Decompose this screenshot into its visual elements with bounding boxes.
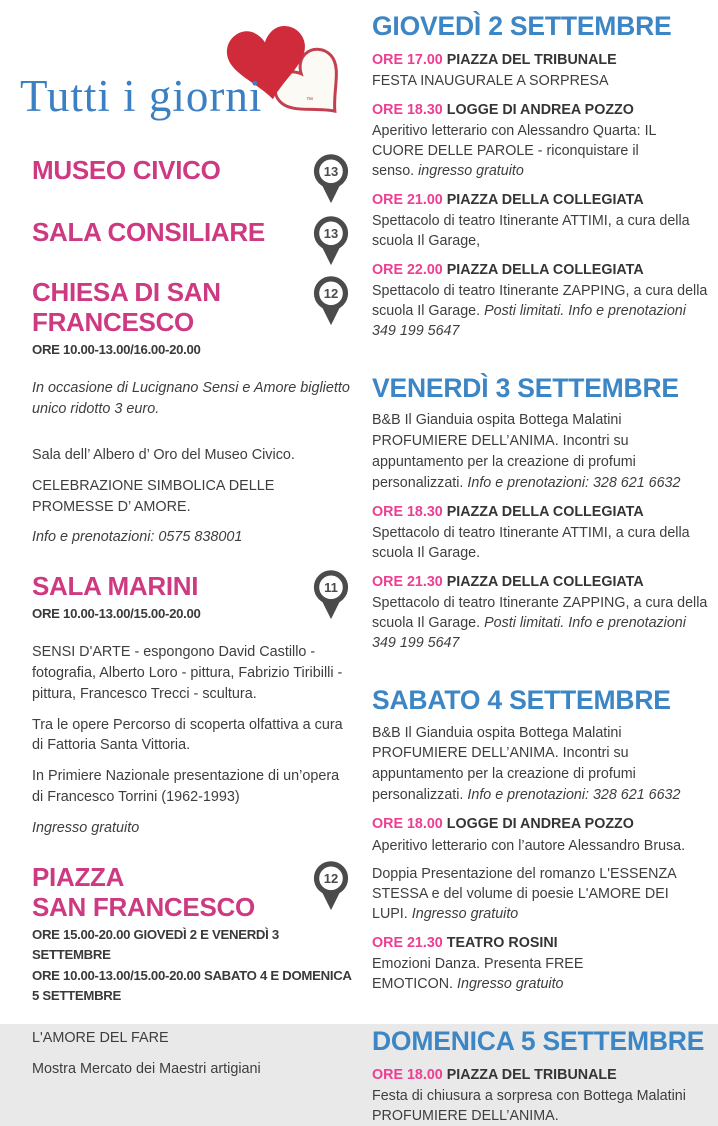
celebration-title: CELEBRAZIONE SIMBOLICA DELLE PROMESSE D’ AMORE. (32, 477, 275, 515)
day-title: DOMENICA 5 SETTEMBRE (372, 1025, 705, 1056)
event-text: Spettacolo di teatro Itinerante ATTIMI, a cura della scuola Il Garage, (372, 213, 690, 250)
event-time: ORE 18.00 (372, 816, 443, 833)
trademark-mark: ™ (306, 97, 313, 104)
sala-marini-heading (32, 572, 201, 624)
map-pin-icon (310, 153, 352, 205)
event-head (372, 572, 708, 592)
event (372, 1065, 708, 1126)
venue-name: SALA MARINI (32, 571, 199, 602)
event-time: ORE 18.30 (372, 102, 443, 119)
event-desc (372, 211, 708, 251)
venue-name-line2: SAN FRANCESCO (32, 891, 255, 922)
event-text: Aperitivo letterario con l’autore Alessandro Brusa. (372, 837, 686, 854)
venue-name: MUSEO CIVICO (32, 155, 221, 185)
venue-row-piazza-san-francesco (32, 863, 352, 923)
event-text: Aperitivo letterario con Alessandro Quarta: IL CUORE DELLE PAROLE - riconquistare il senso. (372, 123, 656, 180)
right-column (372, 12, 708, 1126)
venue-name: SALA CONSILIARE (32, 217, 265, 247)
event-time: ORE 18.30 (372, 504, 443, 521)
day-section-giovedi (372, 12, 708, 341)
day-intro (372, 410, 708, 493)
mostra-mercato-desc: Mostra Mercato dei Maestri artigiani (32, 1060, 261, 1077)
free-entry-note: Ingresso gratuito (32, 820, 140, 837)
event-text: Spettacolo di teatro Itinerante ZAPPING, a cura della scuola Il Garage. (372, 595, 708, 632)
map-pin-icon (310, 569, 352, 621)
event-venue: PIAZZA DELLA COLLEGIATA (446, 574, 644, 591)
venue-name: CHIESA DI SAN FRANCESCO (32, 277, 221, 337)
event-head (372, 100, 708, 120)
event-venue: PIAZZA DEL TRIBUNALE (446, 1066, 617, 1083)
event-venue: TEATRO ROSINI (446, 934, 558, 951)
event-desc (372, 954, 708, 994)
map-pin-icon (310, 275, 352, 327)
opening-hours-line2: ORE 10.00-13.00/15.00-20.00 SABATO 4 E DOMENICA 5 SETTEMBRE (32, 968, 352, 1004)
event-head (372, 814, 708, 834)
pin-number: 12 (323, 286, 339, 302)
event-desc (372, 281, 708, 341)
event-venue: LOGGE DI ANDREA POZZO (446, 816, 634, 833)
opening-hours-line1: ORE 15.00-20.00 GIOVEDÌ 2 E VENERDÌ 3 SETTEMBRE (32, 926, 279, 962)
event-italic: Ingresso gratuito (457, 975, 564, 992)
event-italic: Posti limitati. Info e prenotazioni 349 199 5647 (372, 303, 686, 340)
pin-number: 12 (323, 871, 339, 887)
event-head (372, 1065, 708, 1085)
celebration-info: Info e prenotazioni: 0575 838001 (32, 529, 243, 546)
map-pin-icon (310, 860, 352, 912)
event-venue: PIAZZA DELLA COLLEGIATA (446, 504, 644, 521)
event-time: ORE 18.00 (372, 1066, 443, 1083)
map-pin-icon (310, 215, 352, 267)
event-venue: PIAZZA DELLA COLLEGIATA (446, 262, 644, 279)
primiere-paragraph: In Primiere Nazionale presentazione di un’opera di Francesco Torrini (1962-1993) (32, 768, 340, 806)
event-italic: Ingresso gratuito (411, 905, 519, 922)
event (372, 814, 708, 923)
event-text: Festa di chiusura a sorpresa con Bottega Malatini PROFUMIERE DELL’ANIMA. (372, 1087, 686, 1124)
event-desc-2 (372, 864, 708, 924)
event (372, 260, 708, 341)
event-desc (372, 593, 708, 653)
pin-number: 13 (323, 164, 339, 180)
event-desc (372, 523, 708, 563)
venue-row-museo-civico (32, 156, 352, 205)
event-text: FESTA INAUGURALE A SORPRESA (372, 73, 609, 90)
event-desc (372, 1086, 708, 1126)
day-section-venerdi (372, 374, 708, 653)
event (372, 190, 708, 251)
event (372, 100, 708, 181)
event-time: ORE 17.00 (372, 52, 443, 69)
event-time: ORE 21.30 (372, 934, 443, 951)
event-venue: PIAZZA DEL TRIBUNALE (446, 52, 617, 69)
intro-text: B&B Il Gianduia ospita Bottega Malatini PROFUMIERE DELL’ANIMA. Incontri su appuntamento per la creazione di profumi personalizzati. (372, 724, 636, 803)
event-head (372, 260, 708, 280)
day-title: VENERDÌ 3 SETTEMBRE (372, 373, 679, 404)
opening-hours: ORE 10.00-13.00/16.00-20.00 (32, 341, 201, 357)
brand-title: Tutti i giorni (20, 71, 263, 121)
pin-number: 13 (323, 226, 339, 242)
day-title: SABATO 4 SETTEMBRE (372, 685, 671, 716)
event-head (372, 933, 708, 953)
event-desc (372, 121, 708, 181)
sensi-darte-paragraph: SENSI D'ARTE - espongono David Castillo - fotografia, Alberto Loro - pittura, Fabrizio Tiribilli - pittura, Francesco Trecci - scultura. (32, 643, 343, 702)
event-text: Spettacolo di teatro Itinerante ATTIMI, a cura della scuola Il Garage. (372, 525, 690, 562)
event-text: Spettacolo di teatro Itinerante ZAPPING, a cura della scuola Il Garage. (372, 283, 708, 320)
venue-row-chiesa-san-francesco (32, 278, 352, 338)
event-time: ORE 21.00 (372, 192, 443, 209)
opening-hours: ORE 10.00-13.00/15.00-20.00 (32, 606, 201, 622)
venue-name-line1: PIAZZA (32, 861, 125, 892)
percorso-paragraph: Tra le opere Percorso di scoperta olfattiva a cura di Fattoria Santa Vittoria. (32, 716, 343, 754)
venue-row-sala-marini (32, 572, 352, 624)
day-section-sabato (372, 686, 708, 993)
amore-del-fare-title: L'AMORE DEL FARE (32, 1029, 169, 1046)
intro-italic: Info e prenotazioni: 328 621 6632 (467, 786, 681, 803)
discount-note: In occasione di Lucignano Sensi e Amore biglietto unico ridotto 3 euro. (32, 379, 350, 418)
venue-row-sala-consiliare (32, 218, 352, 267)
pin-number: 11 (324, 580, 338, 596)
day-section-domenica (372, 1027, 708, 1126)
event-venue: PIAZZA DELLA COLLEGIATA (446, 192, 644, 209)
day-title: GIOVEDÌ 2 SETTEMBRE (372, 11, 672, 41)
event (372, 50, 708, 91)
event-desc (372, 71, 708, 91)
event-head (372, 50, 708, 70)
event-head (372, 502, 708, 522)
event (372, 572, 708, 653)
event-time: ORE 22.00 (372, 262, 443, 279)
event-italic: ingresso gratuito (418, 163, 524, 180)
celebration-location: Sala dell’ Albero d’ Oro del Museo Civico. (32, 446, 295, 463)
day-intro (372, 723, 708, 806)
event-text: Emozioni Danza. Presenta FREE EMOTICON. (372, 955, 584, 992)
venue-name (32, 863, 284, 923)
intro-text: B&B Il Gianduia ospita Bottega Malatini PROFUMIERE DELL’ANIMA. Incontri su appuntamento per la creazione di profumi personalizzati. (372, 412, 636, 491)
event-desc (372, 836, 708, 856)
left-column (32, 156, 352, 1080)
event (372, 933, 708, 994)
event-italic: Posti limitati. Info e prenotazioni 349 199 5647 (372, 615, 686, 652)
intro-italic: Info e prenotazioni: 328 621 6632 (467, 474, 681, 491)
event (372, 502, 708, 563)
event-time: ORE 21.30 (372, 574, 443, 591)
event-venue: LOGGE DI ANDREA POZZO (446, 102, 634, 119)
event-text: Doppia Presentazione del romanzo L'ESSENZA STESSA e del volume di poesie L'AMORE DEI LUPI. (372, 865, 676, 922)
event-head (372, 190, 708, 210)
